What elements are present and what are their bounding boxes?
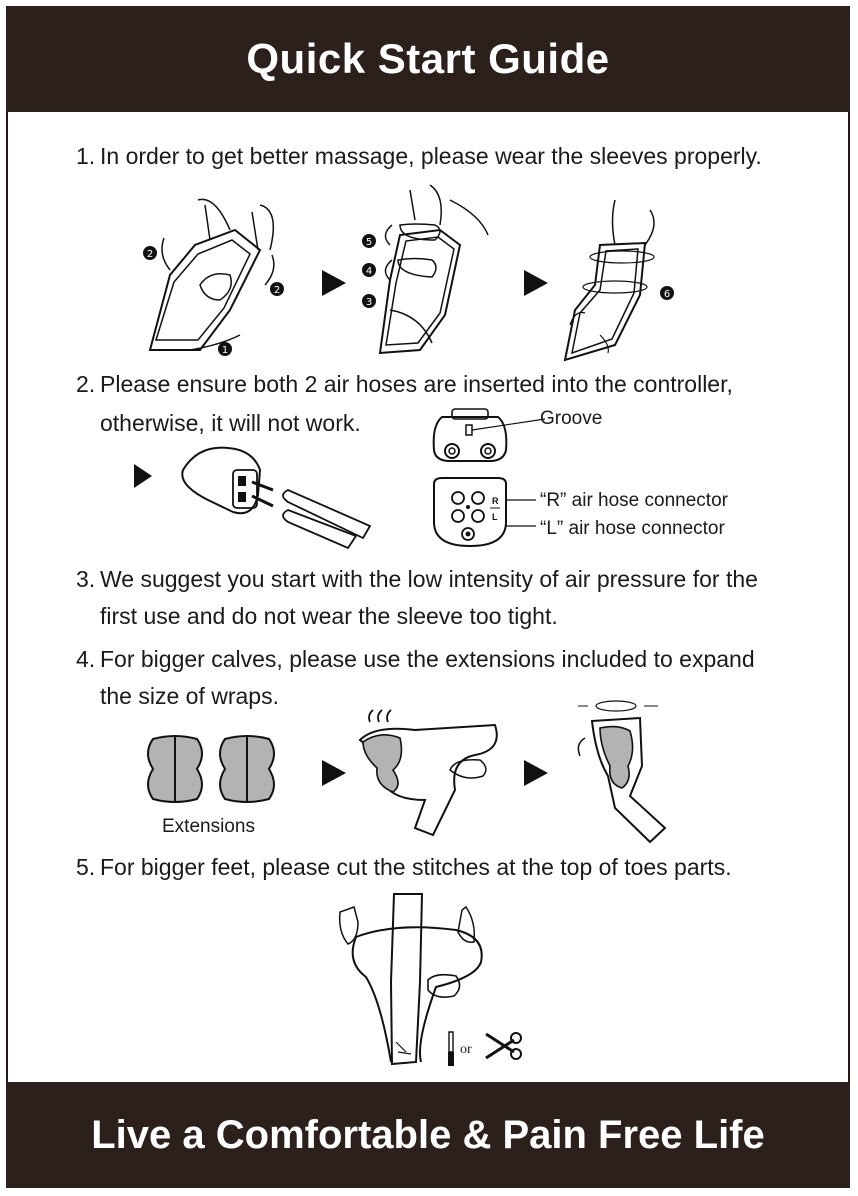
controller-plug-icon (178, 440, 378, 552)
sleeve-wrap-icon (140, 190, 310, 360)
step-text-cont: otherwise, it will not work. (100, 410, 361, 436)
r-connector-label: “R” air hose connector (540, 490, 728, 511)
controller-top-icon (430, 405, 510, 467)
arrow-right-icon (522, 758, 552, 788)
sleeve-expanded-icon (570, 696, 670, 844)
step-text: For bigger feet, please cut the stitches at the top of toes parts. (100, 854, 732, 880)
footer-slogan: Live a Comfortable & Pain Free Life (6, 1082, 850, 1188)
extensions-label: Extensions (162, 816, 255, 837)
step-2 (76, 366, 733, 441)
arrow-right-icon (132, 462, 154, 490)
sleeve-fasten-icon (360, 185, 500, 360)
step-text: In order to get better massage, please wear the sleeves properly. (100, 143, 762, 169)
svg-text:2: 2 (146, 249, 154, 260)
or-label: or (460, 1042, 472, 1057)
step-text-cont: the size of wraps. (100, 683, 279, 709)
sleeve-cut-icon (336, 892, 496, 1072)
svg-text:2: 2 (273, 285, 281, 296)
l-mark: L (492, 512, 498, 522)
svg-text:4: 4 (365, 266, 373, 277)
arrow-right-icon (320, 268, 350, 298)
step-number: 2. (76, 371, 96, 397)
sleeve-secure-icon (560, 195, 680, 365)
page-title: Quick Start Guide (6, 6, 850, 112)
arrow-right-icon (522, 268, 552, 298)
step-1 (76, 138, 762, 174)
knife-icon (444, 1030, 458, 1068)
r-mark: R (492, 496, 499, 506)
groove-label: Groove (540, 408, 603, 429)
step-number: 1. (76, 143, 96, 169)
sleeve-extension-icon (355, 710, 505, 840)
arrow-right-icon (320, 758, 350, 788)
step-5 (76, 849, 732, 885)
svg-text:1: 1 (221, 345, 229, 356)
svg-text:3: 3 (365, 297, 373, 308)
step-text: Please ensure both 2 air hoses are inserted into the controller, (100, 371, 733, 397)
step-number: 5. (76, 854, 96, 880)
step-number: 4. (76, 646, 96, 672)
step-number: 3. (76, 566, 96, 592)
extension-panel-icon (145, 733, 285, 805)
step-text: We suggest you start with the low intensity of air pressure for the (100, 566, 758, 592)
controller-connector-icon (430, 476, 540, 548)
step-text: For bigger calves, please use the extensions included to expand (100, 646, 755, 672)
l-connector-label: “L” air hose connector (540, 518, 725, 539)
step-text-cont: first use and do not wear the sleeve too tight. (100, 603, 558, 629)
step-3 (76, 561, 758, 634)
scissors-icon (484, 1030, 524, 1062)
svg-text:6: 6 (663, 289, 671, 300)
svg-text:5: 5 (365, 237, 373, 248)
